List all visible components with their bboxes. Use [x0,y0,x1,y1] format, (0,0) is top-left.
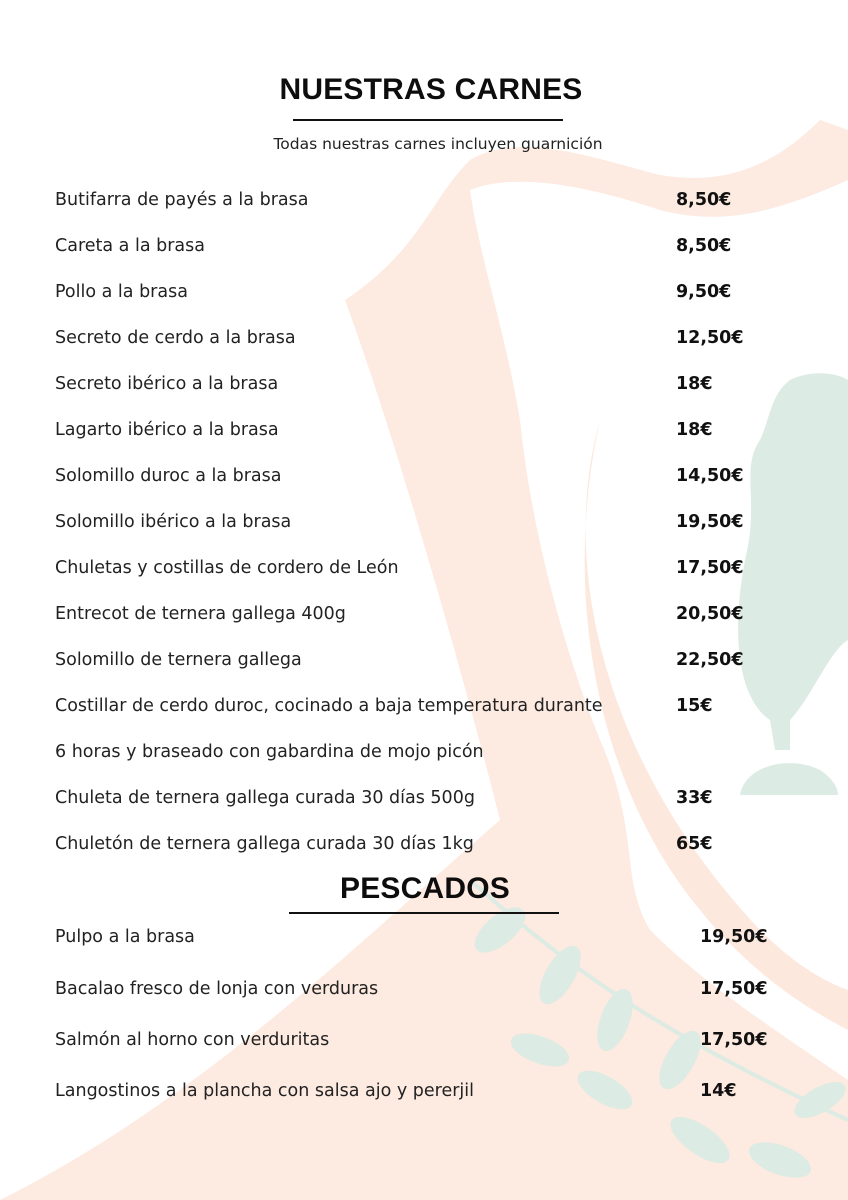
menu-item [55,461,848,491]
item-name: Pulpo a la brasa [55,927,195,947]
item-name: Costillar de cerdo duroc, cocinado a baja temperatura durante [55,696,603,716]
item-name: Bacalao fresco de lonja con verduras [55,979,379,999]
menu-item [55,277,848,307]
menu-item [55,323,848,353]
item-price: 17,50€ [700,1030,768,1050]
menu-item [55,507,848,537]
item-name: Lagarto ibérico a la brasa [55,420,279,440]
item-price: 22,50€ [676,650,744,670]
menu-item [55,922,848,952]
item-name: Chuletón de ternera gallega curada 30 días 1kg [55,834,474,854]
item-name: Salmón al horno con verduritas [55,1030,330,1050]
menu-item [55,231,848,261]
item-price: 8,50€ [676,190,732,210]
item-price: 19,50€ [676,512,744,532]
item-name: Secreto ibérico a la brasa [55,374,279,394]
menu-item [55,599,848,629]
item-price: 9,50€ [676,282,732,302]
menu-item [55,185,848,215]
pescados-title: PESCADOS [340,872,510,905]
carnes-subtitle: Todas nuestras carnes incluyen guarnición [273,135,603,153]
menu-item [55,415,848,445]
item-price: 17,50€ [700,979,768,999]
item-name: Entrecot de ternera gallega 400g [55,604,346,624]
menu-item [55,1025,848,1055]
item-price: 18€ [676,374,713,394]
item-name: Butifarra de payés a la brasa [55,190,309,210]
item-name: 6 horas y braseado con gabardina de mojo picón [55,742,484,762]
menu-item [55,783,848,813]
item-price: 65€ [676,834,713,854]
item-name: Solomillo ibérico a la brasa [55,512,292,532]
item-price: 17,50€ [676,558,744,578]
item-name: Careta a la brasa [55,236,205,256]
menu-item [55,553,848,583]
menu-item [55,829,848,859]
menu-item [55,645,848,675]
item-name: Chuleta de ternera gallega curada 30 días 500g [55,788,475,808]
pescados-title-rule [289,912,559,914]
item-price: 15€ [676,696,713,716]
item-price: 20,50€ [676,604,744,624]
menu-item [55,691,848,721]
menu-item [55,1076,848,1106]
item-name: Solomillo duroc a la brasa [55,466,282,486]
item-price: 8,50€ [676,236,732,256]
menu-item-continuation [55,737,848,767]
item-price: 33€ [676,788,713,808]
item-name: Langostinos a la plancha con salsa ajo y pererjil [55,1081,475,1101]
item-price: 18€ [676,420,713,440]
item-name: Solomillo de ternera gallega [55,650,302,670]
item-name: Chuletas y costillas de cordero de León [55,558,399,578]
item-name: Secreto de cerdo a la brasa [55,328,296,348]
item-price: 12,50€ [676,328,744,348]
item-price: 14,50€ [676,466,744,486]
menu-item [55,974,848,1004]
item-price: 14€ [700,1081,737,1101]
item-price: 19,50€ [700,927,768,947]
carnes-title: NUESTRAS CARNES [279,73,583,106]
item-name: Pollo a la brasa [55,282,188,302]
menu-item [55,369,848,399]
carnes-title-rule [293,119,563,121]
